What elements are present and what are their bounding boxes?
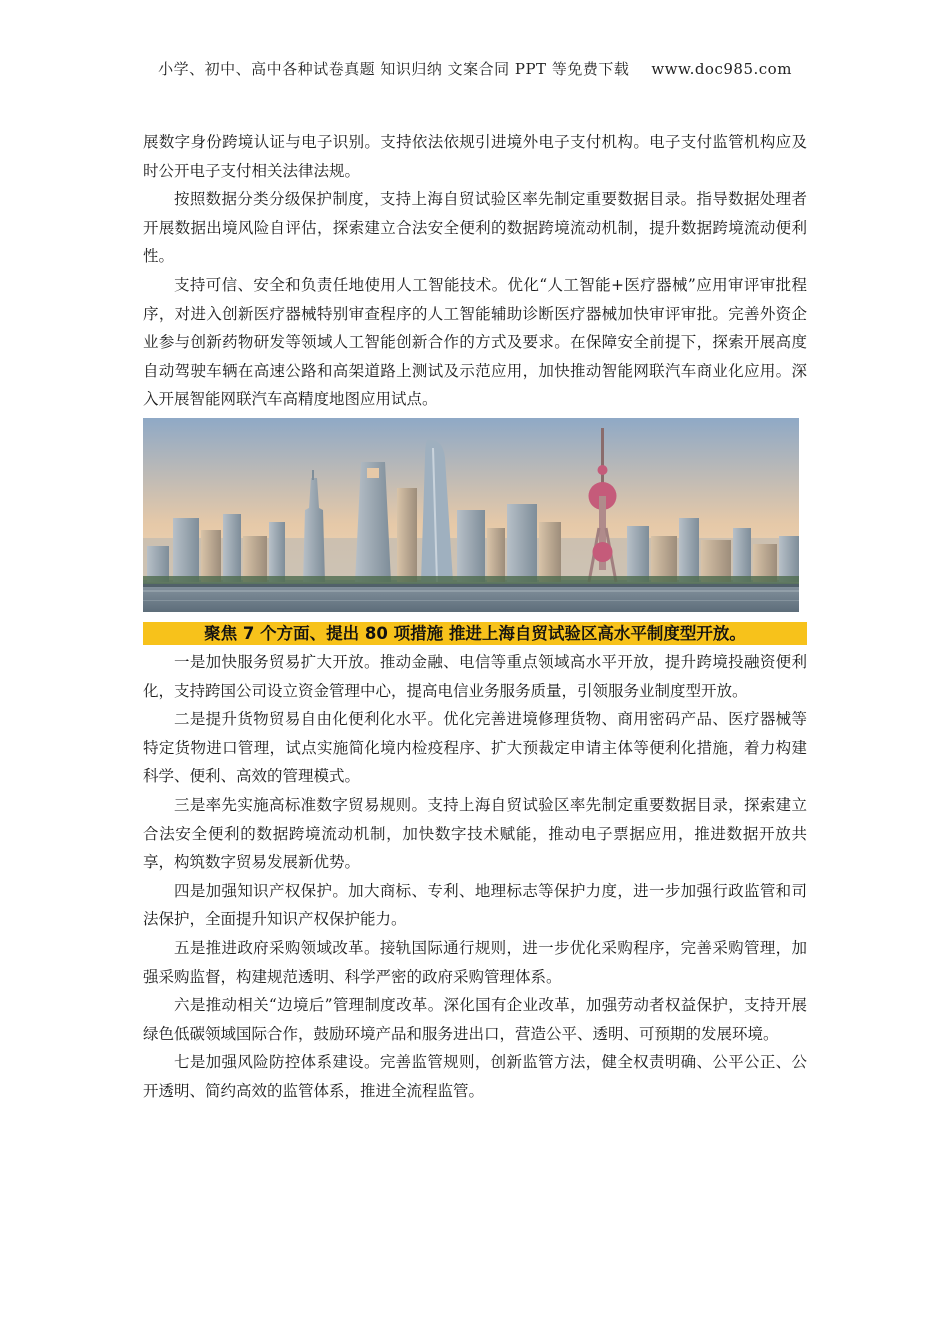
measure-paragraph-1: 一是加快服务贸易扩大开放。推动金融、电信等重点领域高水平开放，提升跨境投融资便利化，支持跨国公司设立资金管理中心，提高电信业务服务质量，引领服务业制度型开放。 <box>143 653 807 700</box>
measure-paragraph-2: 二是提升货物贸易自由化便利化水平。优化完善进境修理货物、商用密码产品、医疗器械等特定货物进口管理，试点实施简化境内检疫程序、扩大预裁定申请主体等便利化措施，着力构建科学、便利、高效的管理模式。 <box>143 710 807 786</box>
measure-paragraph-3: 三是率先实施高标准数字贸易规则。支持上海自贸试验区率先制定重要数据目录，探索建立合法安全便利的数据跨境流动机制，加快数字技术赋能，推动电子票据应用，推进数据开放共享，构筑数字贸易发展新优势。 <box>143 795 807 872</box>
measure-paragraph-4: 四是加强知识产权保护。加大商标、专利、地理标志等保护力度，进一步加强行政监管和司法保护，全面提升知识产权保护能力。 <box>143 881 807 929</box>
intro-paragraph-3: 支持可信、安全和负责任地使用人工智能技术。优化“人工智能+医疗器械”应用审评审批程序，对进入创新医疗器械特别审查程序的人工智能辅助诊断医疗器械加快审评审批。完善外资企业参与创新药物研发等领域人工智能创新合作的方式及要求。在保障安全前提下，探索开展高度自动驾驶车辆在高速公路和高架道路上测试及示范应用，加快推动智能网联汽车商业化应用。深入开展智能网联汽车高精度地图应用试点。 <box>143 275 807 409</box>
section-banner: 聚焦 7 个方面、提出 80 项措施 推进上海自贸试验区高水平制度型开放。 <box>143 622 807 645</box>
skyline-photo <box>143 418 799 612</box>
measure-paragraph-5: 五是推进政府采购领域改革。接轨国际通行规则，进一步优化采购程序，完善采购管理，加强采购监督，构建规范透明、科学严密的政府采购管理体系。 <box>143 938 807 986</box>
page-header <box>0 58 950 79</box>
intro-paragraph-2: 按照数据分类分级保护制度，支持上海自贸试验区率先制定重要数据目录。指导数据处理者开展数据出境风险自评估，探索建立合法安全便利的数据跨境流动机制，提升数据跨境流动便利性。 <box>143 190 807 266</box>
measures-section <box>143 648 807 1106</box>
header-text: 小学、初中、高中各种试卷真题 知识归纳 文案合同 PPT 等免费下载 <box>158 60 630 78</box>
header-site-link[interactable]: www.doc985.com <box>651 60 792 78</box>
measure-paragraph-6: 六是推动相关“边境后”管理制度改革。深化国有企业改革，加强劳动者权益保护，支持开展绿色低碳领域国际合作，鼓励环境产品和服务进出口，营造公平、透明、可预期的发展环境。 <box>143 996 807 1043</box>
intro-section <box>143 128 807 414</box>
intro-paragraph-1: 展数字身份跨境认证与电子识别。支持依法依规引进境外电子支付机构。电子支付监管机构应及时公开电子支付相关法律法规。 <box>143 133 807 180</box>
measure-paragraph-7: 七是加强风险防控体系建设。完善监管规则，创新监管方法，健全权责明确、公平公正、公开透明、简约高效的监管体系，推进全流程监管。 <box>143 1053 807 1100</box>
